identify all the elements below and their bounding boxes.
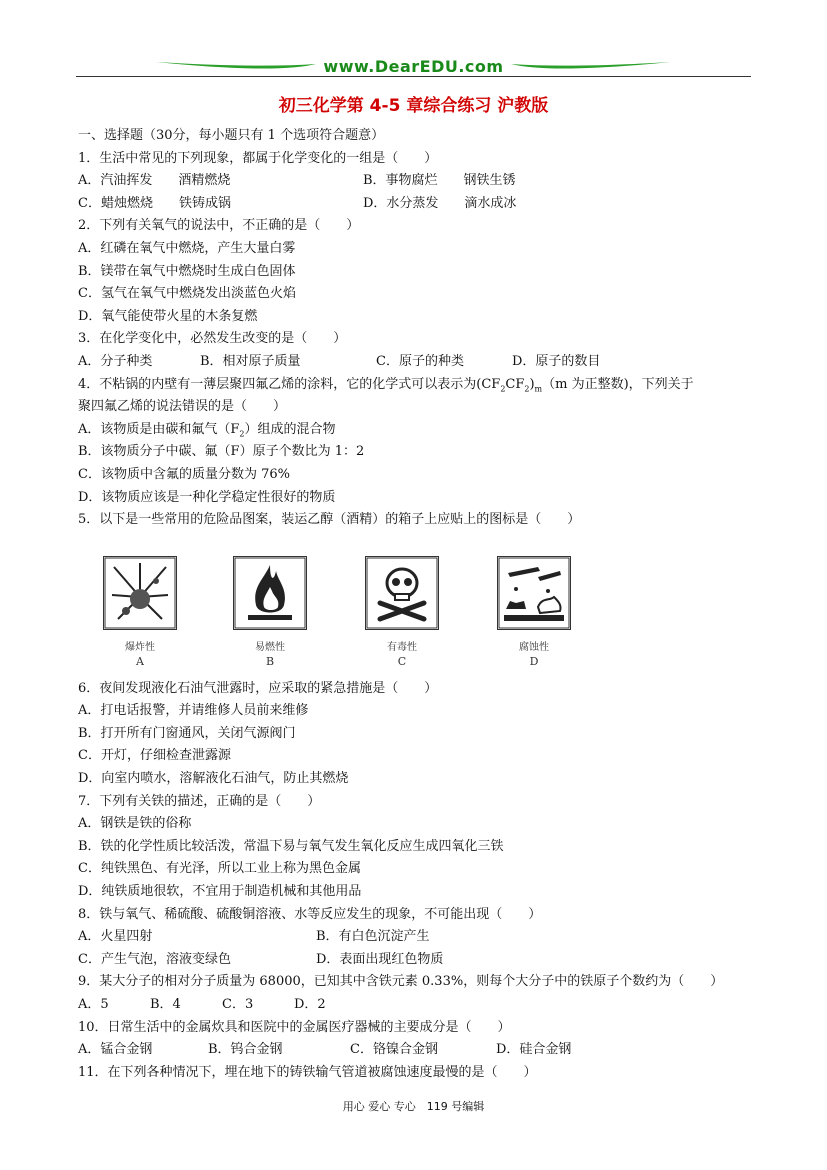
q9-option-a: A．5 bbox=[78, 997, 109, 1012]
q3-option-d: D．原子的数目 bbox=[512, 353, 601, 369]
q10-option-a: A．锰合金钢 bbox=[78, 1042, 153, 1058]
q5-fig-b-letter: B bbox=[265, 654, 275, 668]
q5-stem: 5．以下是一些常用的危险品图案，装运乙醇（酒精）的箱子上应贴上的图标是（ ） bbox=[78, 512, 581, 528]
q2-option-c: C．氢气在氧气中燃烧发出淡蓝色火焰 bbox=[78, 286, 296, 302]
q9-option-c: C．3 bbox=[222, 997, 254, 1012]
q5-fig-c bbox=[362, 556, 442, 668]
q7-option-a: A．钢铁是铁的俗称 bbox=[78, 816, 192, 832]
q8-option-b: B．有白色沉淀产生 bbox=[316, 929, 430, 945]
q5-fig-d-caption: 腐蚀性 bbox=[519, 641, 549, 653]
q6-option-c: C．开灯，仔细检查泄露源 bbox=[78, 748, 231, 764]
q10-options bbox=[78, 1039, 758, 1062]
q5-fig-c-caption: 有毒性 bbox=[387, 641, 417, 653]
site-url: www.DearEDU.com bbox=[323, 57, 504, 76]
q8-stem: 8．铁与氧气、稀硫酸、硫酸铜溶液、水等反应发生的现象，不可能出现（ ） bbox=[78, 906, 542, 922]
q7-stem: 7．下列有关铁的描述，正确的是（ ） bbox=[78, 793, 321, 809]
question-list bbox=[78, 125, 758, 1084]
q1-option-c: C．蜡烛燃烧 铁铸成锅 bbox=[78, 195, 231, 211]
q1-option-a: A．汽油挥发 酒精燃烧 bbox=[78, 173, 231, 189]
q5-fig-a-letter: A bbox=[136, 654, 144, 668]
q8-option-a: A．火星四射 bbox=[78, 929, 153, 945]
q4-option-c: C．该物质中含氟的质量分数为 76% bbox=[78, 466, 290, 482]
header-rule bbox=[76, 76, 751, 77]
q3-option-a: A．分子种类 bbox=[78, 353, 153, 369]
site-header bbox=[76, 52, 751, 82]
q4-stem-line2: 聚四氟乙烯的说法错误的是（ ） bbox=[78, 399, 287, 415]
q6-stem: 6．夜间发现液化石油气泄露时，应采取的紧急措施是（ ） bbox=[78, 680, 438, 696]
q7-option-d: D．纯铁质地很软，不宜用于制造机械和其他用品 bbox=[78, 884, 362, 900]
section-heading: 一、选择题（30分，每小题只有 1 个选项符合题意） bbox=[78, 128, 385, 143]
q8-options-row1 bbox=[78, 926, 758, 949]
q5-fig-a bbox=[100, 556, 180, 668]
corrosive-icon bbox=[497, 556, 571, 630]
q4-option-a: A．该物质是由碳和氟气$(F_2)$组成的混合物 bbox=[78, 421, 336, 439]
q10-stem: 10．日常生活中的金属炊具和医院中的金属医疗器械的主要成分是（ ） bbox=[78, 1019, 511, 1035]
q5-fig-a-caption: 爆炸性 bbox=[125, 641, 155, 653]
q3-option-b: B．相对原子质量 bbox=[200, 353, 301, 369]
q8-option-d: D．表面出现红色物质 bbox=[316, 951, 444, 967]
q5-hazard-figures bbox=[78, 532, 758, 678]
q4-option-b: B．该物质分子中碳、氟（F）原子个数比为 1：2 bbox=[78, 444, 365, 460]
q9-option-d: D．2 bbox=[294, 997, 326, 1012]
page-title: 初三化学第 4-5 章综合练习 沪教版 bbox=[278, 96, 549, 116]
q5-fig-c-letter: C bbox=[397, 654, 407, 668]
q1-option-b: B．事物腐烂 钢铁生锈 bbox=[363, 173, 516, 189]
q2-option-b: B．镁带在氧气中燃烧时生成白色固体 bbox=[78, 263, 296, 279]
q6-option-d: D．向室内喷水，溶解液化石油气，防止其燃烧 bbox=[78, 771, 349, 787]
q10-option-d: D．硅合金钢 bbox=[496, 1042, 572, 1058]
q9-option-b: B．4 bbox=[150, 997, 181, 1012]
q3-options bbox=[78, 351, 758, 374]
page-footer: 用心 爱心 专心 119 号编辑 bbox=[342, 1100, 485, 1113]
q8-options-row2 bbox=[78, 949, 758, 972]
q3-option-c: C．原子的种类 bbox=[376, 353, 464, 369]
q8-option-c: C．产生气泡，溶液变绿色 bbox=[78, 951, 231, 967]
flame-icon bbox=[233, 556, 307, 630]
explosive-icon bbox=[103, 556, 177, 630]
q1-options-row2 bbox=[78, 193, 758, 216]
q2-option-a: A．红磷在氧气中燃烧，产生大量白雾 bbox=[78, 240, 296, 256]
q1-stem: 1．生活中常见的下列现象，都属于化学变化的一组是（ ） bbox=[78, 150, 438, 166]
q7-option-b: B．铁的化学性质比较活泼，常温下易与氧气发生氧化反应生成四氧化三铁 bbox=[78, 838, 504, 854]
q5-fig-b bbox=[230, 556, 310, 668]
q7-option-c: C．纯铁黑色、有光泽，所以工业上称为黑色金属 bbox=[78, 861, 361, 877]
q9-stem: 9．某大分子的相对分子质量为 68000，已知其中含铁元素 0.33%，则每个大分子中的铁原子个数约为（ ） bbox=[78, 974, 724, 990]
q10-option-b: B．钨合金钢 bbox=[208, 1042, 283, 1058]
q4-stem: 4．不粘锅的内壁有一薄层聚四氟乙烯的涂料，它的化学式可以表示为$(CF_2CF_2)_m(m$ 为正整数)，下列关于 bbox=[78, 376, 694, 394]
q5-fig-d-letter: D bbox=[529, 654, 539, 668]
q1-options-row1 bbox=[78, 170, 758, 193]
q6-option-b: B．打开所有门窗通风，关闭气源阀门 bbox=[78, 725, 296, 741]
q5-fig-b-caption: 易燃性 bbox=[255, 641, 285, 653]
q10-option-c: C．铬镍合金钢 bbox=[350, 1042, 438, 1058]
q5-fig-d bbox=[494, 556, 574, 668]
q1-option-d: D．水分蒸发 滴水成冰 bbox=[363, 195, 517, 211]
skull-icon bbox=[365, 556, 439, 630]
q2-stem: 2．下列有关氧气的说法中，不正确的是（ ） bbox=[78, 218, 360, 234]
q2-option-d: D．氧气能使带火星的木条复燃 bbox=[78, 308, 258, 324]
q11-stem: 11．在下列各种情况下，埋在地下的铸铁输气管道被腐蚀速度最慢的是（ ） bbox=[78, 1064, 537, 1080]
q6-option-a: A．打电话报警，并请维修人员前来维修 bbox=[78, 703, 309, 719]
q3-stem: 3．在化学变化中，必然发生改变的是（ ） bbox=[78, 331, 347, 347]
q9-options bbox=[78, 994, 758, 1017]
q4-option-d: D．该物质应该是一种化学稳定性很好的物质 bbox=[78, 489, 336, 505]
